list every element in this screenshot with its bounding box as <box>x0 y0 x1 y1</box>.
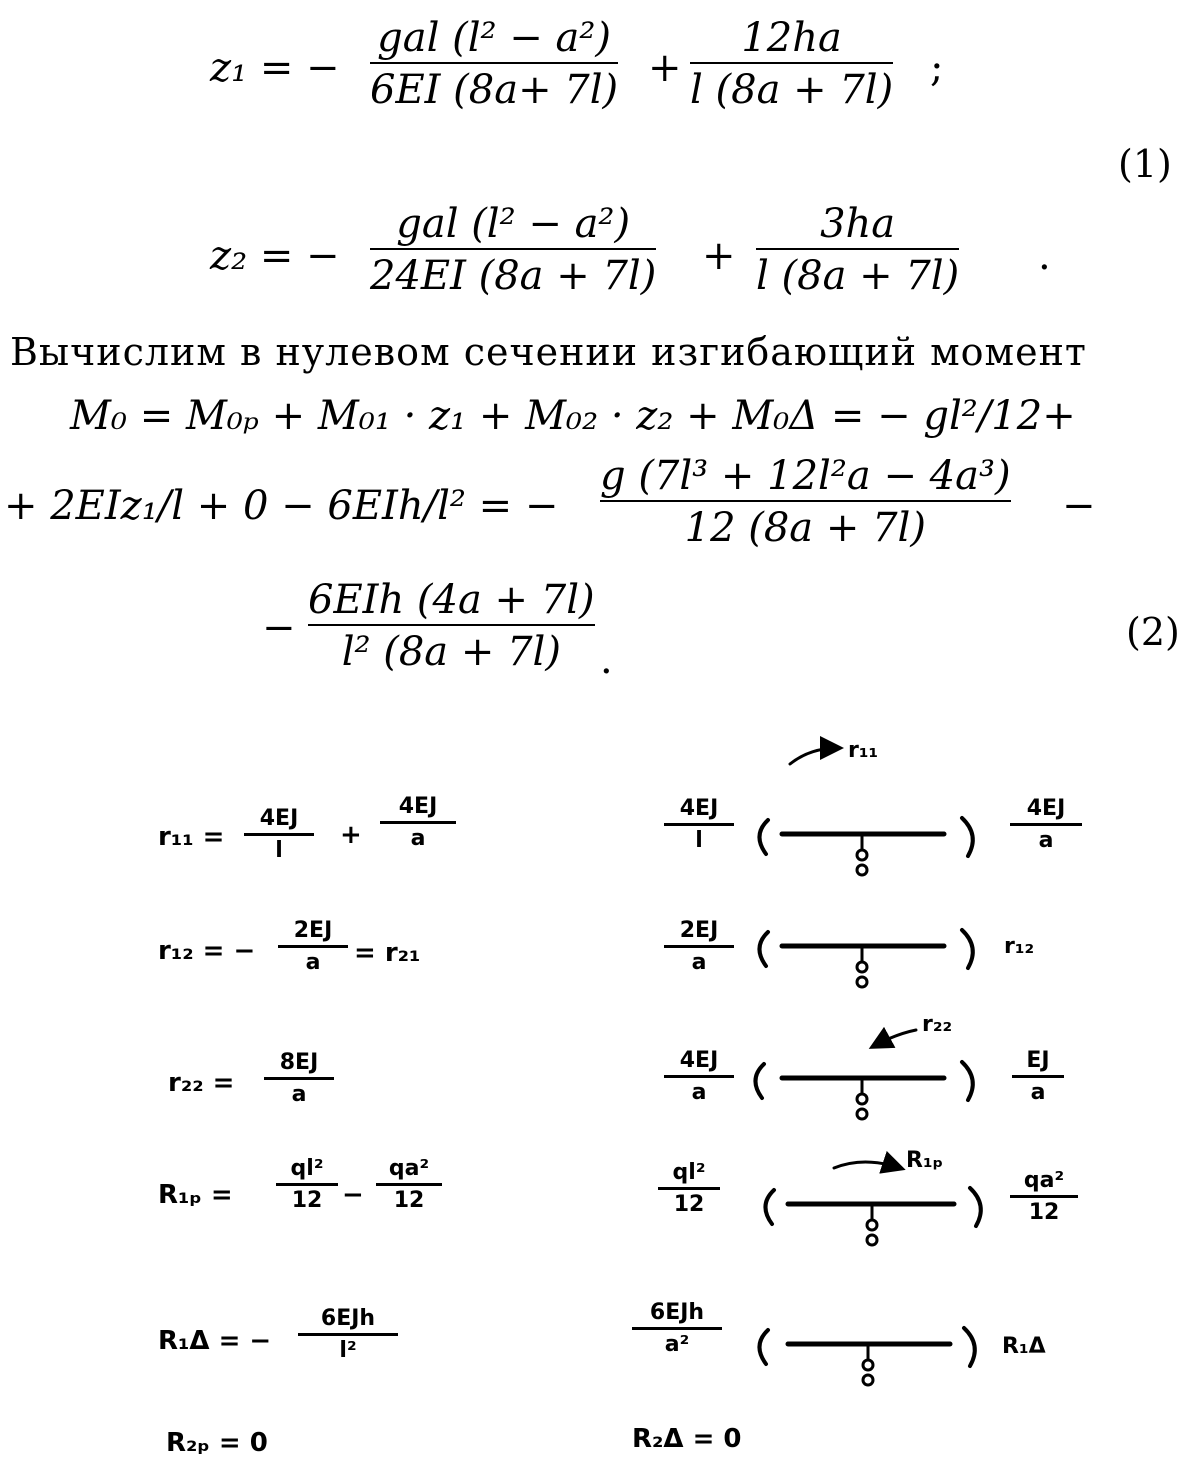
d4-right-denominator: 12 <box>1028 1200 1060 1225</box>
d2-left-denominator: a <box>691 950 707 975</box>
r1p-fraction-2-denominator: 12 <box>393 1188 425 1213</box>
r11-fraction-1-denominator: l <box>275 838 283 863</box>
m0-line-1: M₀ = M₀ₚ + M₀₁ · z₁ + M₀₂ · z₂ + M₀Δ = − gl²/12+ <box>70 393 1076 439</box>
d1-right-numerator: 4EJ <box>1026 796 1066 821</box>
beam-4 <box>765 1162 980 1245</box>
r2p-formula: R₂ₚ = 0 <box>166 1428 268 1458</box>
r1p-fraction-1-denominator: 12 <box>291 1188 323 1213</box>
d1-left-numerator: 4EJ <box>679 796 719 821</box>
d4-top-label: R₁ₚ <box>906 1148 944 1173</box>
beam-5 <box>759 1328 974 1385</box>
r11-lhs: r₁₁ = <box>158 822 225 852</box>
d1-left-denominator: l <box>695 828 703 853</box>
d2-left-numerator: 2EJ <box>679 918 719 943</box>
m0-fraction-2-numerator: 6EIh (4a + 7l) <box>308 577 595 623</box>
r1d-fraction-denominator: l² <box>339 1338 357 1363</box>
d4-left-numerator: ql² <box>672 1160 706 1185</box>
d1-top-label: r₁₁ <box>848 738 879 763</box>
z1-lhs: z₁ = − <box>210 45 340 91</box>
d2-right-label: r₁₂ <box>1004 934 1035 959</box>
r22-lhs: r₂₂ = <box>168 1068 235 1098</box>
r11-fraction-2-denominator: a <box>410 826 426 851</box>
beam-3 <box>755 1030 972 1119</box>
z2-fraction-1-numerator: gal (l² − a²) <box>396 201 631 247</box>
r1p-fraction-1-numerator: ql² <box>290 1156 324 1181</box>
z2-fraction-2-numerator: 3ha <box>820 201 896 247</box>
d3-left-numerator: 4EJ <box>679 1048 719 1073</box>
z2-plus: + <box>702 233 736 279</box>
r1p-fraction-2-numerator: qa² <box>388 1156 430 1181</box>
z2-fraction-1-denominator: 24EI (8a + 7l) <box>370 253 657 299</box>
r11-fraction-2-numerator: 4EJ <box>398 794 438 819</box>
d5-left-denominator: a² <box>664 1332 690 1357</box>
z2-fraction-2-denominator: l (8a + 7l) <box>756 253 960 299</box>
d3-right-denominator: a <box>1030 1080 1046 1105</box>
r12-lhs: r₁₂ = − <box>158 936 256 966</box>
m0-line-2-minus: − <box>1062 483 1096 529</box>
r22-fraction-numerator: 8EJ <box>279 1050 319 1075</box>
r1d-fraction-numerator: 6EJh <box>320 1306 376 1331</box>
z1-plus: + <box>648 45 682 91</box>
r1p-minus: − <box>342 1180 364 1210</box>
r1d-lhs: R₁Δ = − <box>158 1326 272 1356</box>
equation-number-2: (2) <box>1126 610 1180 654</box>
r11-fraction-1-numerator: 4EJ <box>259 806 299 831</box>
z2-lhs: z₂ = − <box>210 233 340 279</box>
r12-fraction-numerator: 2EJ <box>293 918 333 943</box>
d3-top-label: r₂₂ <box>922 1012 953 1037</box>
z2-period: . <box>1038 233 1051 279</box>
m0-fraction-2-denominator: l² (8a + 7l) <box>341 629 561 675</box>
d5-left-numerator: 6EJh <box>649 1300 705 1325</box>
z1-fraction-2-numerator: 12ha <box>741 15 842 61</box>
m0-line-2-lhs: + 2EIz₁/l + 0 − 6EIh/l² = − <box>4 483 559 529</box>
m0-fraction-1-denominator: 12 (8a + 7l) <box>684 505 926 551</box>
d4-right-numerator: qa² <box>1023 1168 1065 1193</box>
d4-left-denominator: 12 <box>673 1192 705 1217</box>
prose-line: Вычислим в нулевом сечении изгибающий момент <box>10 330 1087 374</box>
z1-fraction-1-numerator: gal (l² − a²) <box>377 15 611 61</box>
d3-right-numerator: EJ <box>1026 1048 1050 1073</box>
m0-line-3-minus: − <box>262 605 296 651</box>
z1-fraction-1-denominator: 6EI (8a+ 7l) <box>370 67 619 113</box>
z1-semicolon: ; <box>930 45 944 91</box>
m0-line-3-dot: · <box>600 649 613 695</box>
equation-number-1: (1) <box>1118 142 1172 186</box>
d5-right-label: R₁Δ <box>1002 1334 1046 1359</box>
d3-left-denominator: a <box>691 1080 707 1105</box>
z1-fraction-2-denominator: l (8a + 7l) <box>690 67 894 113</box>
r12-rhs: = r₂₁ <box>354 938 421 968</box>
beam-2 <box>759 930 972 987</box>
r22-fraction-denominator: a <box>291 1082 307 1107</box>
d1-right-denominator: a <box>1038 828 1054 853</box>
r1p-lhs: R₁ₚ = <box>158 1180 233 1210</box>
d6-formula: R₂Δ = 0 <box>632 1424 742 1454</box>
m0-fraction-1-numerator: g (7l³ + 12l²a − 4a³) <box>600 453 1011 499</box>
r12-fraction-denominator: a <box>305 950 321 975</box>
beam-1 <box>759 748 972 875</box>
r11-plus: + <box>340 820 362 850</box>
